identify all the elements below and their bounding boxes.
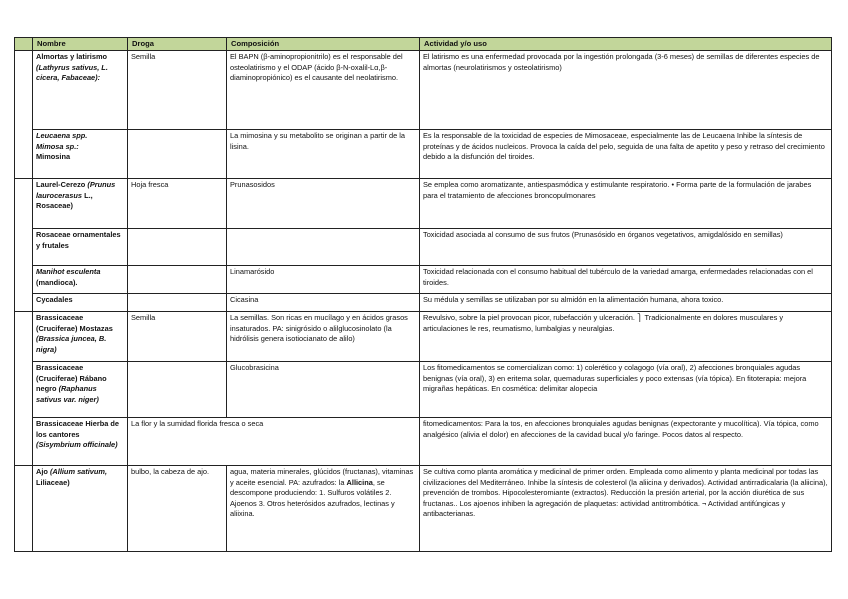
- cell-actividad: Los fitomedicamentos se comercializan como: 1) colerético y colagogo (vía oral), 2) afecciones bronquiales agudas benignas (vía oral), 3) en eritema solar, quemaduras superficiales y poco extensas (vía tópica). En fitoterapia: mejora migrañas hepáticas. En cosmética: delimitar alopecia: [420, 362, 832, 418]
- cell-nombre: Cycadales: [33, 294, 128, 312]
- header-corner: [15, 38, 33, 51]
- group-cianogenas: [15, 179, 33, 312]
- table-row: [15, 418, 832, 466]
- cell-droga: [128, 266, 227, 294]
- group-tiosulfinatos: [15, 466, 33, 552]
- table-row: [15, 266, 832, 294]
- cell-nombre: Leucaena spp. Mimosa sp.: Mimosina: [33, 130, 128, 179]
- header-composicion: Composición: [227, 38, 420, 51]
- table-row: [15, 466, 832, 552]
- cell-actividad: Se emplea como aromatizante, antiespasmódica y estimulante respiratorio. • Forma parte de la formulación de jarabes para el tratamiento de afecciones broncopulmonares: [420, 179, 832, 229]
- table-row: [15, 229, 832, 266]
- cell-composicion: Cicasina: [227, 294, 420, 312]
- cell-actividad: Revulsivo, sobre la piel provocan picor, rubefacción y ulceración. ⎫ Tradicionalmente en dolores musculares y articulaciones le res, reumatismo, lumbalgias y neuralgias.: [420, 312, 832, 362]
- cell-composicion: agua, materia minerales, glúcidos (fructanas), vitaminas y aceite esencial. PA: azufrados: la Allicina, se descompone produciendo: 1. Sulfuros volátiles 2. Ajoenos 3. Otros heterósidos azufrados, lectinas y aliixina.: [227, 466, 420, 552]
- cell-droga: [128, 130, 227, 179]
- header-actividad: Actividad y/o uso: [420, 38, 832, 51]
- cell-nombre: Brassicaceae (Cruciferae) Rábano negro (Raphanus sativus var. niger): [33, 362, 128, 418]
- cell-droga: Hoja fresca: [128, 179, 227, 229]
- cell-actividad: Su médula y semillas se utilizaban por su almidón en la alimentación humana, ahora toxico.: [420, 294, 832, 312]
- cell-nombre: Brassicaceae Hierba de los cantores (Sisymbrium officinale): [33, 418, 128, 466]
- cell-composicion: Linamarósido: [227, 266, 420, 294]
- cell-droga: [128, 229, 227, 266]
- cell-composicion: La mimosina y su metabolito se originan a partir de la lisina.: [227, 130, 420, 179]
- plants-table: [14, 37, 832, 552]
- cell-nombre: Brassicaceae (Cruciferae) Mostazas (Brassica juncea, B. nigra): [33, 312, 128, 362]
- cell-actividad: Toxicidad relacionada con el consumo habitual del tubérculo de la variedad amarga, enfermedades relacionadas con el tiroides.: [420, 266, 832, 294]
- cell-droga: [128, 294, 227, 312]
- cell-droga: Semilla: [128, 312, 227, 362]
- cell-nombre: Laurel-Cerezo (Prunus laurocerasus L., Rosaceae): [33, 179, 128, 229]
- cell-nombre: Manihot esculenta (mandioca).: [33, 266, 128, 294]
- group-glucosinolatos: [15, 312, 33, 466]
- table-row: [15, 130, 832, 179]
- header-droga: Droga: [128, 38, 227, 51]
- cell-droga: [128, 362, 227, 418]
- cell-actividad: El latirismo es una enfermedad provocada por la ingestión prolongada (3-6 meses) de semillas de diferentes especies de almortas (neurolatirismos y osteolatirismo): [420, 51, 832, 130]
- table-row: [15, 312, 832, 362]
- cell-actividad: Es la responsable de la toxicidad de especies de Mimosaceae, especialmente las de Leucaena Inhibe la síntesis de proteínas y de ácidos nucleicos. Provoca la caída del pelo, seguida de una falta de apetito y peso y retraso del crecimiento debido a la disfunción del tiroides.: [420, 130, 832, 179]
- table-row: [15, 294, 832, 312]
- cell-composicion: El BAPN (β-aminopropionitrilo) es el responsable del osteolatirismo y el ODAP (ácido β-N-oxalil-Lα,β-diaminopropiónico) es el causante del neolatirismo.: [227, 51, 420, 130]
- cell-actividad: fitomedicamentos: Para la tos, en afecciones bronquiales agudas benignas (expectorante y mucolítica). Vía tópica, como analgésico (alivia el dolor) en afecciones de la cavidad bucal y/o faringe. Pocos datos al respecto.: [420, 418, 832, 466]
- table-row: [15, 51, 832, 130]
- cell-actividad: Toxicidad asociada al consumo de sus frutos (Prunasósido en órganos vegetativos, amigdalósido en semillas): [420, 229, 832, 266]
- cell-actividad: Se cultiva como planta aromática y medicinal de primer orden. Empleada como alimento y planta medicinal por todas las civilizaciones del Mediterráneo. Inhibe la síntesis de colesterol (la aliicina y derivados). Actividad antirradicalaria (la aliicina), prevención de trombos. Hipocolesteromiante (extractos). Reducción la presión arterial, por la acción diurética de sus fructanas.. Los ajoenos inhiben la agregación de plaquetas: actividad antitrombótica. ¬ Actividad antifúngicas y antibacterianas.: [420, 466, 832, 552]
- table-row: [15, 362, 832, 418]
- cell-droga-span: La flor y la sumidad florida fresca o seca: [128, 418, 420, 466]
- cell-composicion: Prunasosidos: [227, 179, 420, 229]
- cell-droga: Semilla: [128, 51, 227, 130]
- cell-composicion: [227, 229, 420, 266]
- cell-composicion: La semillas. Son ricas en mucílago y en ácidos grasos insaturados. PA: sinigrósido o alilglucosinolato (la hidrólisis genera isotiocianato de alilo): [227, 312, 420, 362]
- allicina-highlight: Allicina: [346, 477, 373, 487]
- cell-nombre: Rosaceae ornamentales y frutales: [33, 229, 128, 266]
- group-aminoacidos: [15, 51, 33, 179]
- table-row: [15, 179, 832, 229]
- cell-composicion: Glucobrasicina: [227, 362, 420, 418]
- header-row: [15, 38, 832, 51]
- cell-nombre: Ajo (Allium sativum, Liliaceae): [33, 466, 128, 552]
- cell-droga: bulbo, la cabeza de ajo.: [128, 466, 227, 552]
- header-nombre: Nombre: [33, 38, 128, 51]
- cell-nombre: Almortas y latirismo (Lathyrus sativus, L. cicera, Fabaceae):: [33, 51, 128, 130]
